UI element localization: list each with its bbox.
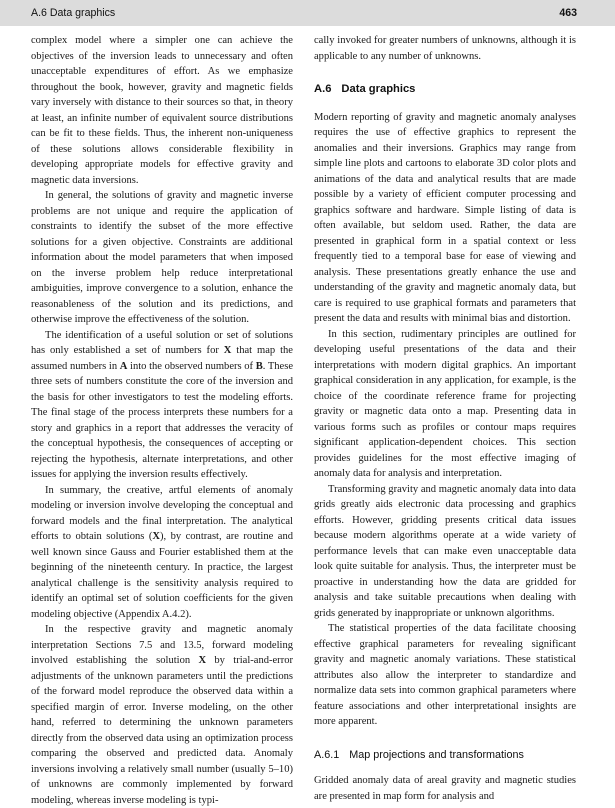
paragraph: Gridded anomaly data of areal gravity and magnetic studies are presented in map form for analysis and xyxy=(314,775,576,802)
paragraph: cally invoked for greater numbers of unknowns, although it is applicable to any number of unknowns. xyxy=(314,35,576,62)
matrix-symbol: A xyxy=(119,360,128,372)
paragraph-text: . These three sets of numbers constitute the core of the inversion and the basis for other investigators to test the modeling efforts. The final stage of the process interprets these numbers for a story and graphics in a report that addresses the veracity of the conceptual hypothesis, the consequences of accepting or rejecting the hypothesis, alternate interpretations, and other issues for applying the inversion results effectively. xyxy=(31,360,293,480)
subsection-title: Map projections and transformations xyxy=(349,748,524,761)
running-header xyxy=(0,0,615,26)
matrix-symbol: X xyxy=(152,531,160,542)
subsection-number: A.6.1 xyxy=(314,748,340,761)
paragraph-text: that map the assumed numbers in xyxy=(31,345,293,372)
paragraph xyxy=(31,622,293,808)
paragraph: The statistical properties of the data facilitate choosing effective graphical parameters for revealing significant gravity and magnetic anomaly variations. These statistical attributes also allow the interpreter to standardize and normalize data sets into common graphical parameters where feature associations and other interpretational insights are more apparent. xyxy=(314,623,576,727)
paragraph-text: In summary, the creative, artful elements of anomaly modeling or inversion involve developing the conceptual and forward models and the final interpretation. The analytical efforts to obtain solutions ( xyxy=(31,484,293,542)
paragraph xyxy=(31,483,293,623)
section-number: A.6 xyxy=(314,83,332,95)
matrix-symbol: X xyxy=(198,655,207,666)
paragraph-text: In general, the solutions of gravity and magnetic inverse problems are not unique and require the application of constraints to identify the subset of the more effective solutions for a given objective. Constraints are additional information about the model parameters that when imposed on the inverse problem help reduce interpretational ambiguities, improve convergence to a solution, enhance the reasonableness of the solution and its predictions, and otherwise improve the effectiveness of the solution. xyxy=(31,190,293,325)
paragraph: In this section, rudimentary principles are outlined for developing useful presentations of the data and their interpretations with modern digital graphics. An important graphical consideration in any application, for example, is the choice of the coordinate reference frame for projecting gravity or magnetic data onto a map. Presenting data in various forms such as profiles or contour maps requires significant application-dependent choices. This section provides guidelines for the most effective imaging of anomaly data for analysis and interpretation. xyxy=(314,328,576,479)
section-heading xyxy=(314,82,576,98)
page-number: 463 xyxy=(559,7,577,19)
paragraph: Transforming gravity and magnetic anomaly data into data grids greatly aids electronic data processing and graphics efforts. However, gridding presents critical data issues because modern algorithms operate at a wide variety of performance levels that can make even unacceptable data look quite suitable for analysis. Thus, the interpreter must be proactive in understanding how the data are gridded for analysis and take suitable precautions when dealing with grids generated by inappropriate or unknown algorithms. xyxy=(314,483,576,619)
paragraph-text: ), by contrast, are routine and well known since Gauss and Fourier established them at the beginning of the nineteenth century. In practice, the largest analytical challenge is the sensitivity analysis required to identify an optimal set of solution coefficients for the given modeling objective (Appendix A.4.2). xyxy=(31,531,293,620)
paragraph: complex model where a simpler one can achieve the objectives of the inversion leads to unnecessary and often unacceptable expenditures of effort. As we emphasize throughout the book, however, gravity and magnetic fields vary inversely with distance to their sources so that, in theory at least, an infinite number of equivalent source distributions can be fit to these fields. Thus, the inherent non-uniqueness of these solutions allows considerable flexibility in developing appropriate models for effective gravity and magnetic data inversions. xyxy=(31,35,293,186)
paragraph-text: by trial-and-error adjustments of the unknown parameters until the predictions of the forward model reproduce the observed data within a specified margin of error. Inverse modeling, on the other hand, referred to determining the unknown parameters directly from the observed data using an optimization process comparing the observed and predicted data. Anomaly inversions involving a relatively small number (usually 5–10) of unknowns are commonly implemented by forward modeling, whereas inverse modeling is typi- xyxy=(31,655,293,806)
paragraph: Modern reporting of gravity and magnetic anomaly analyses requires the use of effective graphics to represent the anomalies and their inversions. Graphics may range from simple line plots and cartoons to elaborate 3D color plots and animations of the data and analytical results that are made possible by a variety of efficient computer processing and graphics software and hardware. Simple listing of data is often available, but seldom used. Rather, the data are presented in graphical form in a spatial context or less frequently tied to a temporal base for ease of viewing and analysis. These presentations greatly enhance the use and understanding of the gravity and magnetic anomaly data, but care is required to use graphical formats and parameters that present the data and results with minimal bias and distortion. xyxy=(314,111,576,324)
paragraph-text: In the respective gravity and magnetic anomaly interpretation Sections 7.5 and 13.5, forward modeling involved establishing the solution xyxy=(31,624,293,666)
subsection-heading xyxy=(314,748,576,764)
left-column xyxy=(31,33,293,808)
running-title: A.6 Data graphics xyxy=(31,7,116,19)
section-title: Data graphics xyxy=(341,83,416,95)
matrix-symbol: B xyxy=(255,360,263,372)
right-column xyxy=(314,33,576,804)
paragraph-text: The identification of a useful solution or set of solutions has only established a set of numbers for xyxy=(31,329,293,356)
paragraph xyxy=(31,188,293,328)
paragraph xyxy=(31,328,293,483)
paragraph-text: into the observed numbers of xyxy=(127,360,256,372)
matrix-symbol: X xyxy=(223,345,232,356)
